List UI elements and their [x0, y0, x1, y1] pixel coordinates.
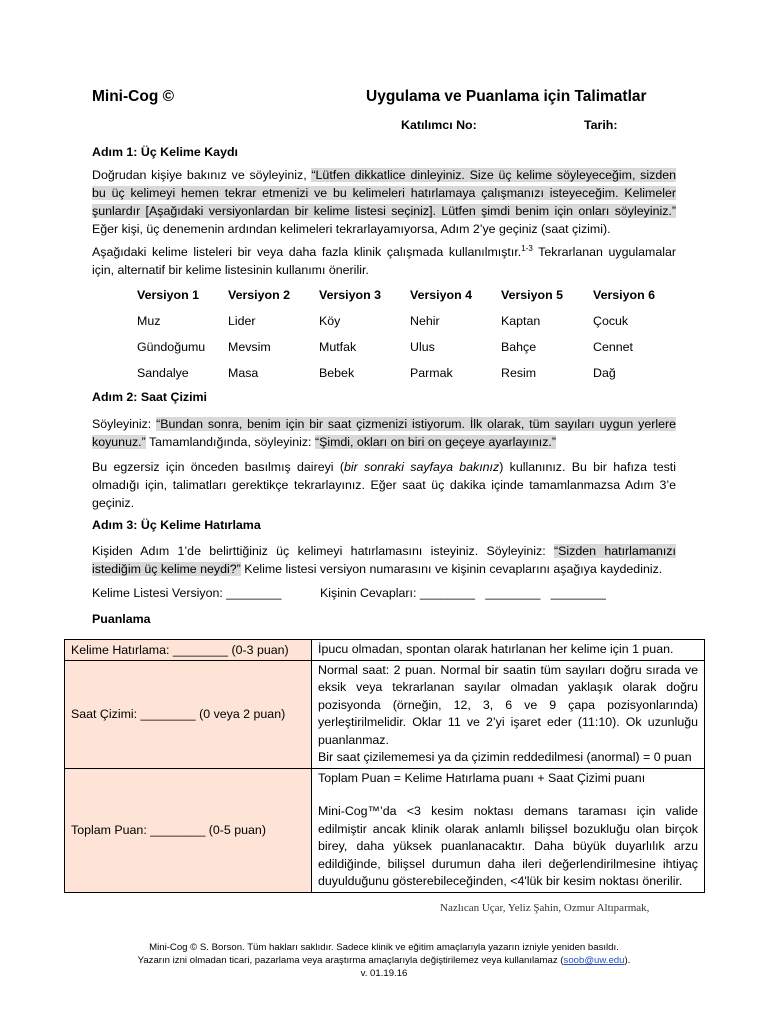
step2-note — [92, 458, 676, 512]
usage-restriction-line — [0, 954, 768, 967]
version-column — [228, 286, 320, 390]
total-score-formula: Toplam Puan = Kelime Hatırlama puanı + Saat Çizimi puanı — [318, 770, 646, 785]
version-word: Kaptan — [501, 314, 541, 328]
step3-instructions — [92, 542, 676, 578]
word-recall-criteria: İpucu olmadan, spontan olarak hatırlanan her kelime için 1 puan. — [312, 640, 705, 661]
version-word: Resim — [501, 366, 537, 380]
table-row — [65, 640, 705, 661]
version-word: Köy — [319, 314, 341, 328]
document-subtitle: Uygulama ve Puanlama için Talimatlar — [366, 88, 647, 105]
version-word: Masa — [228, 366, 259, 380]
clock-draw-normal: Normal saat: 2 puan. Normal bir saatin tüm sayıları doğru sırada ve eksik veya tekrarlanan sayılar olmadan yaklaşık olarak doğru pozisyonda (örneğin, 12, 3, 6 ve 9 çapa pozisyonlarında) yerleştirilmelidir. Oklar 11 ve 2’yi işaret eder (11:10). Ok uzunluğu puanlanmaz. — [318, 662, 698, 747]
version-word: Cennet — [593, 340, 633, 354]
step2-intro: Söyleyiniz: — [92, 417, 157, 431]
usage-text-a: Yazarın izni olmadan ticari, pazarlama veya araştırma amaçlarıyla değiştirilemez veya kullanılamaz ( — [137, 955, 564, 966]
version-word: Bahçe — [501, 340, 537, 354]
version-word: Mutfak — [319, 340, 357, 354]
version-word: Lider — [228, 314, 256, 328]
version-column — [593, 286, 685, 390]
version-name: Versiyon 6 — [593, 288, 655, 302]
version-word: Mevsim — [228, 340, 271, 354]
step1-wordlist-note — [92, 243, 676, 279]
step1-quote: “Lütfen dikkatlice dinleyiniz. Size üç kelime söyleyeceğim, sizden bu üç kelimeyi hemen tekrar etmenizi ve bu kelimeleri hatırlamaya çalışmanızı isteyeceğim. Kelimeler şunlardır [Aşağıdaki versiyonlardan bir kelime listesi seçiniz]. Lütfen şimdi benim için onları söyleyiniz.” — [92, 168, 676, 218]
version-word: Sandalye — [137, 366, 189, 380]
scoring-table — [64, 639, 705, 893]
version-word: Bebek — [319, 366, 355, 380]
translator-credits: Nazlıcan Uçar, Yeliz Şahin, Ozmur Altıparmak, — [440, 902, 650, 914]
version-label: v. 01.19.16 — [360, 968, 408, 979]
date-label: Tarih: — [584, 118, 618, 132]
document-title: Mini-Cog © — [92, 88, 175, 105]
word-recall-score-field[interactable]: Kelime Hatırlama: ________ (0-3 puan) — [65, 640, 312, 661]
clock-draw-criteria — [312, 660, 705, 768]
table-row — [65, 660, 705, 768]
step3-intro: Kişiden Adım 1’de belirttiğiniz üç kelimeyi hatırlamasını isteyiniz. Söyleyiniz: — [92, 544, 555, 558]
clock-draw-abnormal: Bir saat çizilememesi ya da çizimin reddedilmesi (anormal) = 0 puan — [318, 750, 692, 764]
step1-intro: Doğrudan kişiye bakınız ve söyleyiniz, — [92, 168, 312, 182]
version-column — [501, 286, 593, 390]
step2-note-italic: bir sonraki sayfaya bakınız — [343, 460, 500, 474]
version-word: Nehir — [410, 314, 440, 328]
version-name: Versiyon 5 — [501, 288, 563, 302]
version-word: Çocuk — [593, 314, 629, 328]
step2-mid: Tamamlandığında, söyleyiniz: — [145, 435, 315, 449]
version-word: Ulus — [410, 340, 435, 354]
version-word: Muz — [137, 314, 161, 328]
scoring-heading: Puanlama — [92, 612, 151, 626]
word-list-version-field[interactable]: Kelime Listesi Versiyon: ________ — [92, 586, 282, 600]
step2-quote-2: “Şimdi, okları on biri on geçeye ayarlayınız.” — [314, 435, 556, 449]
version-name: Versiyon 2 — [228, 288, 290, 302]
usage-text-b: ). — [624, 955, 631, 966]
step2-note-a: Bu egzersiz için önceden basılmış daireyi ( — [92, 460, 344, 474]
version-word: Gündoğumu — [137, 340, 206, 354]
author-email-link[interactable]: soob@uw.edu — [563, 955, 625, 966]
step3-quote: “Sizden hatırlamanızı istediğim üç kelime neydi?” — [92, 544, 676, 576]
copyright-line: Mini-Cog © S. Borson. Tüm hakları saklıdır. Sadece klinik ve eğitim amaçlarıyla yazarın izniyle yeniden basıldı. — [149, 942, 619, 953]
total-score-field[interactable]: Toplam Puan: ________ (0-5 puan) — [65, 768, 312, 892]
version-word: Dağ — [593, 366, 616, 380]
step1-note: Eğer kişi, üç denemenin ardından kelimeleri tekrarlayamıyorsa, Adım 2’ye geçiniz (saat çizimi). — [92, 222, 611, 236]
version-name: Versiyon 3 — [319, 288, 381, 302]
version-column — [319, 286, 411, 390]
step1-heading: Adım 1: Üç Kelime Kaydı — [92, 145, 238, 159]
table-row — [65, 768, 705, 892]
step2-quote-1: “Bundan sonra, benim için bir saat çizmenizi istiyorum. İlk olarak, tüm sayıları uygun yerlere koyunuz.” — [92, 417, 676, 449]
clock-draw-score-field[interactable]: Saat Çizimi: ________ (0 veya 2 puan) — [65, 660, 312, 768]
version-name: Versiyon 4 — [410, 288, 472, 302]
step2-heading: Adım 2: Saat Çizimi — [92, 390, 207, 404]
version-column — [410, 286, 502, 390]
version-name: Versiyon 1 — [137, 288, 199, 302]
total-score-criteria — [312, 768, 705, 892]
participant-answers-field[interactable]: Kişinin Cevapları: ________ ________ ________ — [320, 586, 606, 600]
reference-superscript: 1-3 — [521, 243, 533, 253]
wordlist-note-a: Aşağıdaki kelime listeleri bir veya daha fazla klinik çalışmada kullanılmıştır. — [92, 245, 522, 259]
participant-id-label: Katılımcı No: — [401, 118, 477, 132]
version-word: Parmak — [410, 366, 453, 380]
step2-note-b: ) kullanınız. Bu bir hafıza testi olmadığı için, talimatları gerektikçe tekrarlayınız. Eğer saat üç dakika içinde tamamlanmazsa Adım 3’e geçiniz. — [92, 460, 676, 510]
wordlist-note-b: Tekrarlanan uygulamalar için, alternatif bir kelime listesinin kullanımı önerilir. — [92, 245, 677, 277]
step1-instructions — [92, 166, 676, 238]
step2-instructions — [92, 415, 676, 451]
step3-note: Kelime listesi versiyon numarasını ve kişinin cevaplarını aşağıya kaydediniz. — [240, 562, 663, 576]
cutoff-note: Mini-Cog™’da <3 kesim noktası demans taraması için valide edilmiştir ancak klinik olarak anlamlı bilişsel bozukluğu olan birçok birey, daha yüksek puanlanacaktır. Daha büyük duyarlılık arzu edildiğinde, bilişsel durumun daha ileri değerlendirilmesine ihtiyaç duyulduğunu gösterebileceğinden, <4'lük bir kesim noktası önerilir. — [318, 804, 698, 888]
version-column — [137, 286, 229, 390]
step3-heading: Adım 3: Üç Kelime Hatırlama — [92, 518, 261, 532]
